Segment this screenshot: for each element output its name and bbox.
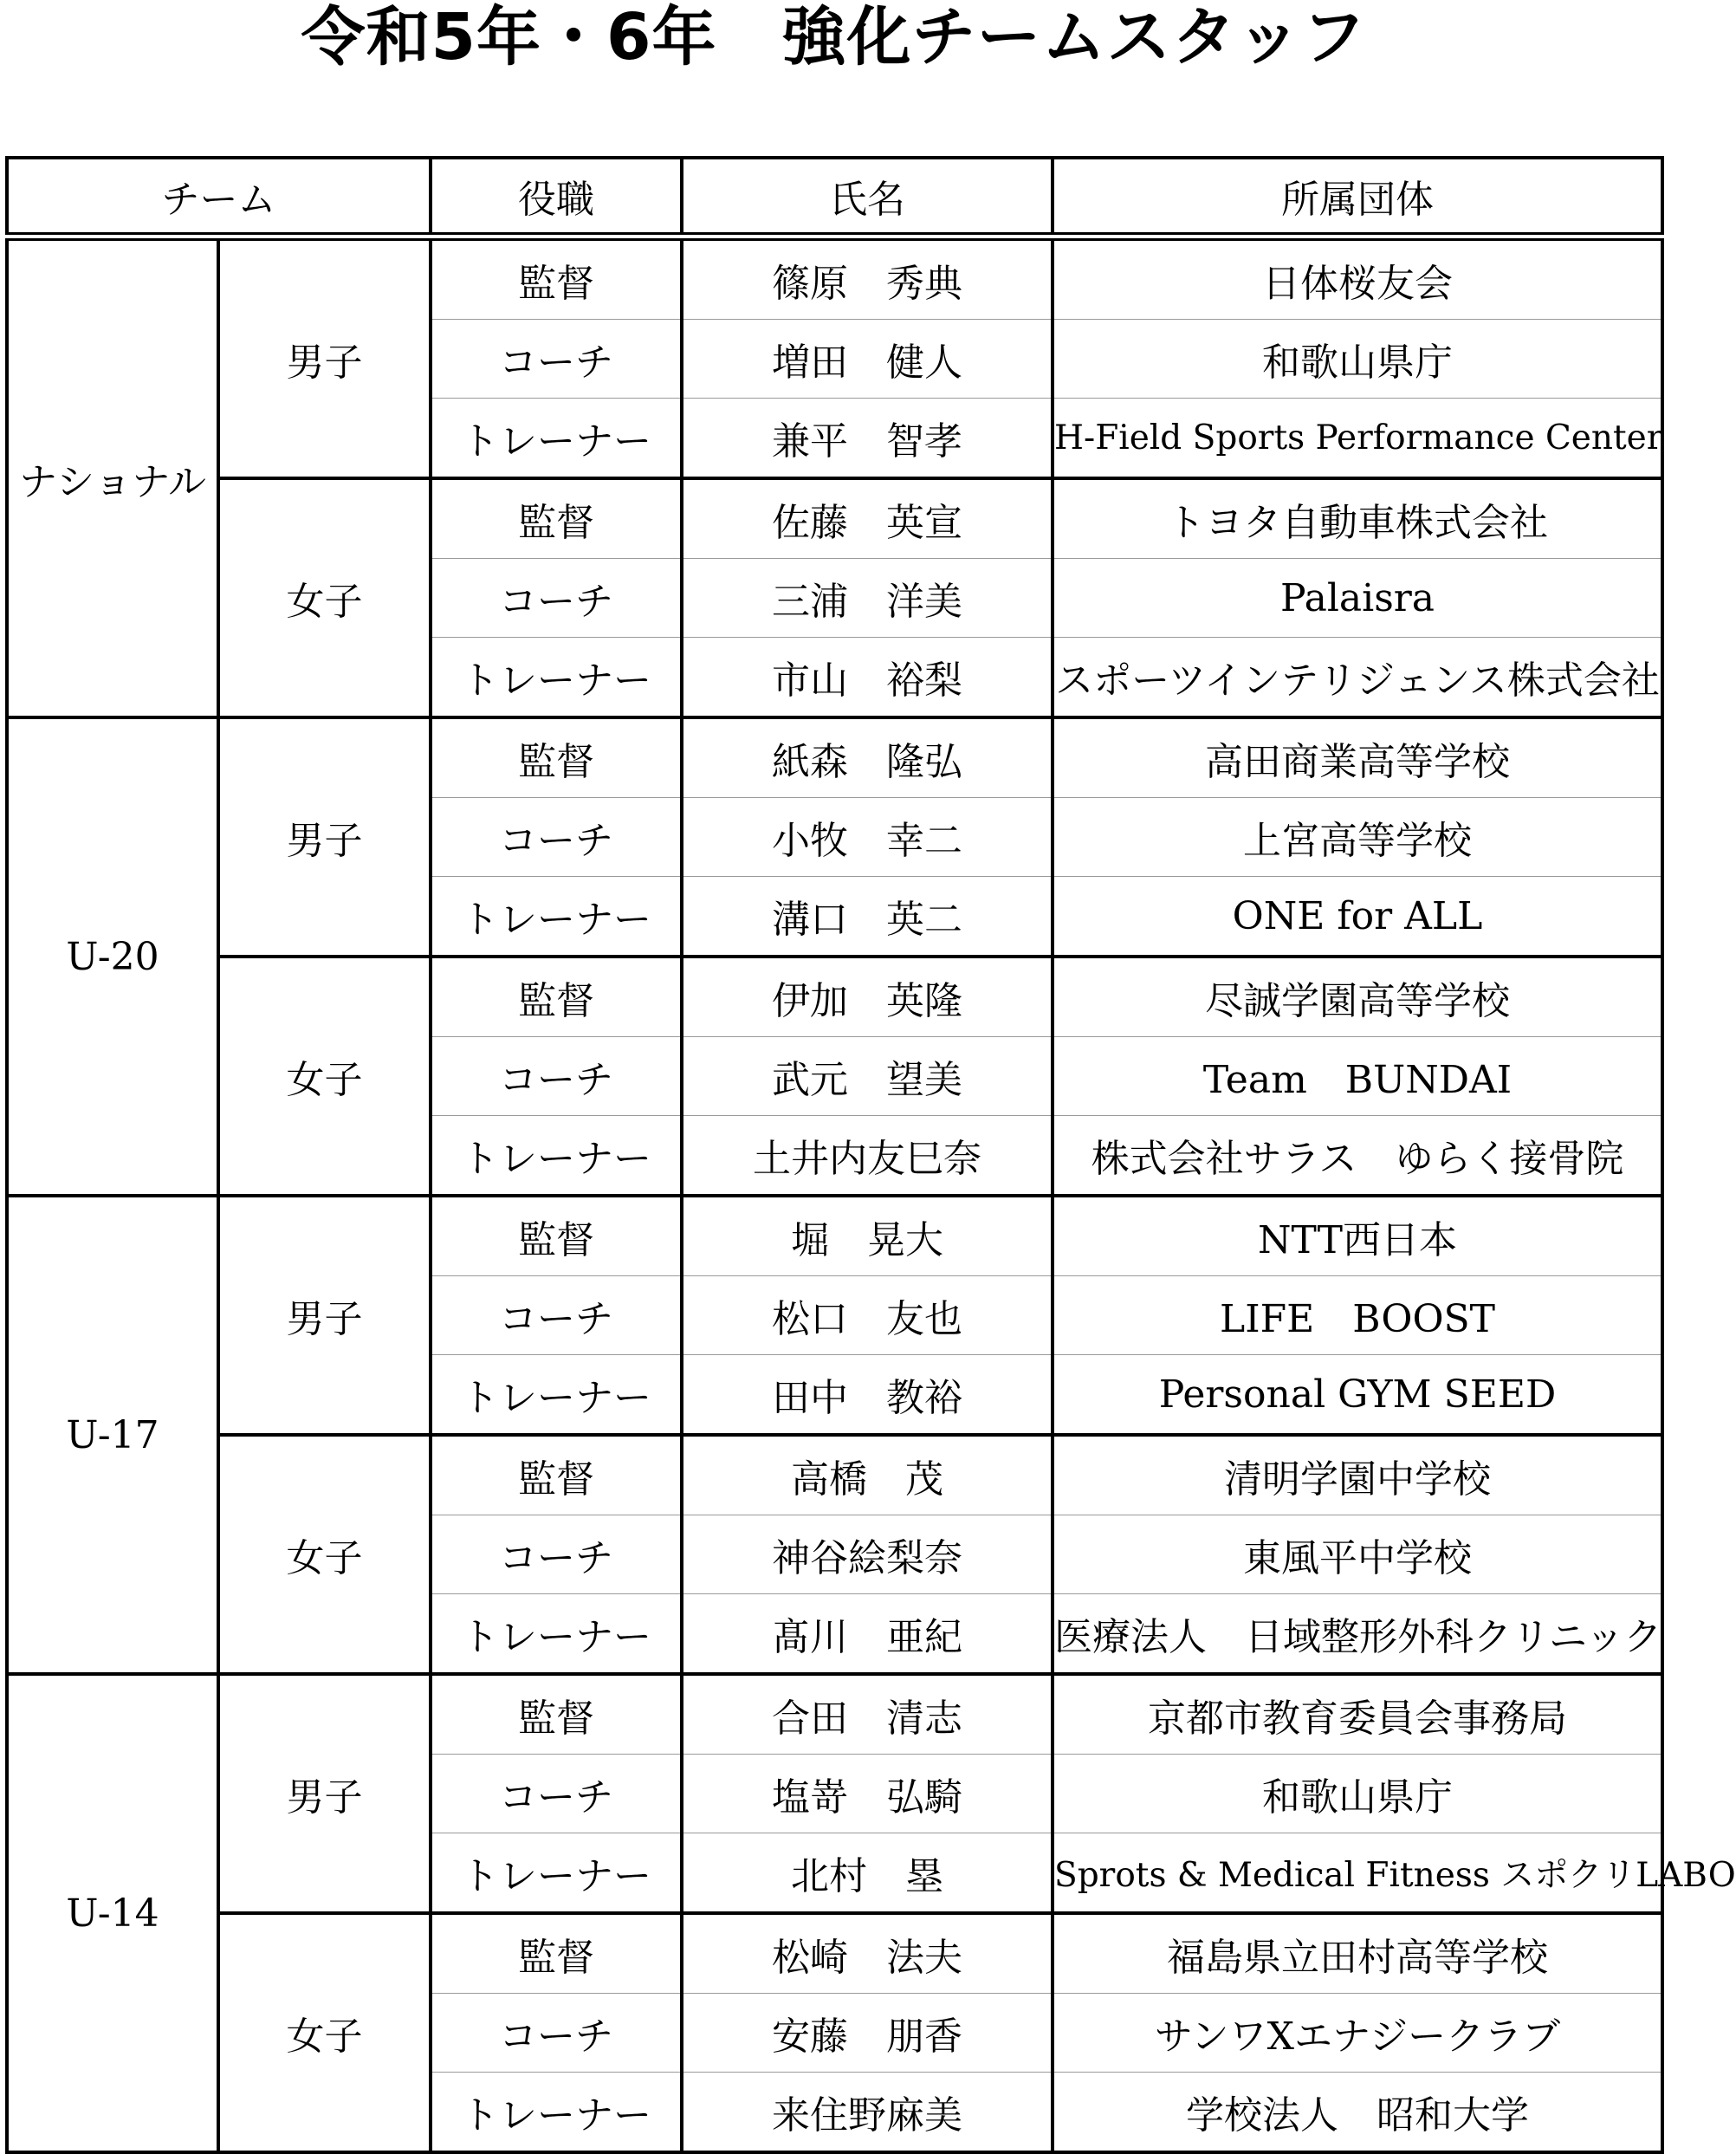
name-cell: 紙森 隆弘 [682, 717, 1053, 798]
table-row [7, 1196, 1662, 1276]
role-cell: トレーナー [431, 2073, 682, 2153]
gender-cell: 男子 [218, 1674, 431, 1913]
gender-cell: 男子 [218, 717, 431, 957]
role-cell: 監督 [431, 1435, 682, 1515]
name-cell: 増田 健人 [682, 320, 1053, 399]
role-cell: コーチ [431, 1994, 682, 2073]
name-cell: 髙川 亜紀 [682, 1594, 1053, 1675]
name-cell: 北村 塁 [682, 1833, 1053, 1914]
role-cell: トレーナー [431, 638, 682, 718]
role-cell: コーチ [431, 798, 682, 877]
header-name: 氏名 [682, 158, 1053, 237]
org-cell: Palaisra [1053, 559, 1662, 638]
name-cell: 市山 裕梨 [682, 638, 1053, 718]
org-cell: 株式会社サラス ゆらく接骨院 [1053, 1116, 1662, 1197]
header-row [7, 158, 1662, 237]
name-cell: 土井内友巳奈 [682, 1116, 1053, 1197]
org-cell: スポーツインテリジェンス株式会社 [1053, 638, 1662, 718]
page-title: 令和5年・6年 強化チームスタッフ [301, 0, 1367, 75]
org-cell: 医療法人 日域整形外科クリニック [1053, 1594, 1662, 1675]
name-cell: 武元 望美 [682, 1037, 1053, 1116]
org-cell: LIFE BOOST [1053, 1276, 1662, 1355]
org-cell: NTT西日本 [1053, 1196, 1662, 1276]
team-cell: U-17 [7, 1196, 218, 1674]
name-cell: 安藤 朋香 [682, 1994, 1053, 2073]
org-cell: 京都市教育委員会事務局 [1053, 1674, 1662, 1755]
gender-cell: 女子 [218, 957, 431, 1196]
org-cell: 東風平中学校 [1053, 1515, 1662, 1594]
role-cell: トレーナー [431, 1833, 682, 1914]
org-cell: サンワXエナジークラブ [1053, 1994, 1662, 2073]
gender-cell: 女子 [218, 1913, 431, 2152]
role-cell: コーチ [431, 1515, 682, 1594]
gender-cell: 男子 [218, 1196, 431, 1435]
team-cell: U-20 [7, 717, 218, 1196]
name-cell: 松崎 法夫 [682, 1913, 1053, 1994]
name-cell: 合田 清志 [682, 1674, 1053, 1755]
org-cell: 学校法人 昭和大学 [1053, 2073, 1662, 2153]
name-cell: 兼平 智孝 [682, 399, 1053, 479]
role-cell: コーチ [431, 320, 682, 399]
name-cell: 堀 晃大 [682, 1196, 1053, 1276]
name-cell: 伊加 英隆 [682, 957, 1053, 1037]
org-cell: 和歌山県庁 [1053, 1755, 1662, 1833]
role-cell: トレーナー [431, 1594, 682, 1675]
table-header [7, 158, 1662, 237]
gender-cell: 男子 [218, 237, 431, 478]
name-cell: 高橋 茂 [682, 1435, 1053, 1515]
header-role: 役職 [431, 158, 682, 237]
org-cell: 尽誠学園高等学校 [1053, 957, 1662, 1037]
table-row [7, 237, 1662, 320]
table-row [7, 957, 1662, 1037]
org-cell: 和歌山県庁 [1053, 320, 1662, 399]
org-cell: 日体桜友会 [1053, 237, 1662, 320]
role-cell: コーチ [431, 1276, 682, 1355]
name-cell: 塩嵜 弘騎 [682, 1755, 1053, 1833]
name-cell: 三浦 洋美 [682, 559, 1053, 638]
role-cell: 監督 [431, 1674, 682, 1755]
org-cell: Team BUNDAI [1053, 1037, 1662, 1116]
org-cell: 上宮高等学校 [1053, 798, 1662, 877]
name-cell: 松口 友也 [682, 1276, 1053, 1355]
role-cell: 監督 [431, 1913, 682, 1994]
table-row [7, 717, 1662, 798]
gender-cell: 女子 [218, 1435, 431, 1674]
name-cell: 来住野麻美 [682, 2073, 1053, 2153]
table-body [7, 237, 1736, 2152]
staff-table [5, 156, 1736, 2154]
table-row [7, 1913, 1662, 1994]
org-cell: ONE for ALL [1053, 877, 1662, 957]
role-cell: トレーナー [431, 399, 682, 479]
name-cell: 篠原 秀典 [682, 237, 1053, 320]
role-cell: コーチ [431, 559, 682, 638]
table-row [7, 1674, 1662, 1755]
org-cell: 清明学園中学校 [1053, 1435, 1662, 1515]
header-org: 所属団体 [1053, 158, 1662, 237]
org-cell: Sprots & Medical Fitness スポクリLABO [1053, 1833, 1662, 1914]
org-cell: H-Field Sports Performance Center [1053, 399, 1662, 479]
role-cell: コーチ [431, 1037, 682, 1116]
org-cell: Personal GYM SEED [1053, 1355, 1662, 1436]
role-cell: コーチ [431, 1755, 682, 1833]
role-cell: 監督 [431, 237, 682, 320]
header-team: チーム [7, 158, 431, 237]
table-row [7, 478, 1662, 559]
team-cell: U-14 [7, 1674, 218, 2152]
gender-cell: 女子 [218, 478, 431, 717]
org-cell: 福島県立田村高等学校 [1053, 1913, 1662, 1994]
team-cell: ナショナル [7, 237, 218, 717]
org-cell: トヨタ自動車株式会社 [1053, 478, 1662, 559]
name-cell: 小牧 幸二 [682, 798, 1053, 877]
role-cell: トレーナー [431, 1355, 682, 1436]
name-cell: 神谷絵梨奈 [682, 1515, 1053, 1594]
name-cell: 佐藤 英宣 [682, 478, 1053, 559]
role-cell: 監督 [431, 1196, 682, 1276]
org-cell: 高田商業高等学校 [1053, 717, 1662, 798]
table-row [7, 1435, 1662, 1515]
role-cell: 監督 [431, 957, 682, 1037]
name-cell: 溝口 英二 [682, 877, 1053, 957]
role-cell: 監督 [431, 717, 682, 798]
role-cell: トレーナー [431, 1116, 682, 1197]
role-cell: トレーナー [431, 877, 682, 957]
role-cell: 監督 [431, 478, 682, 559]
name-cell: 田中 教裕 [682, 1355, 1053, 1436]
